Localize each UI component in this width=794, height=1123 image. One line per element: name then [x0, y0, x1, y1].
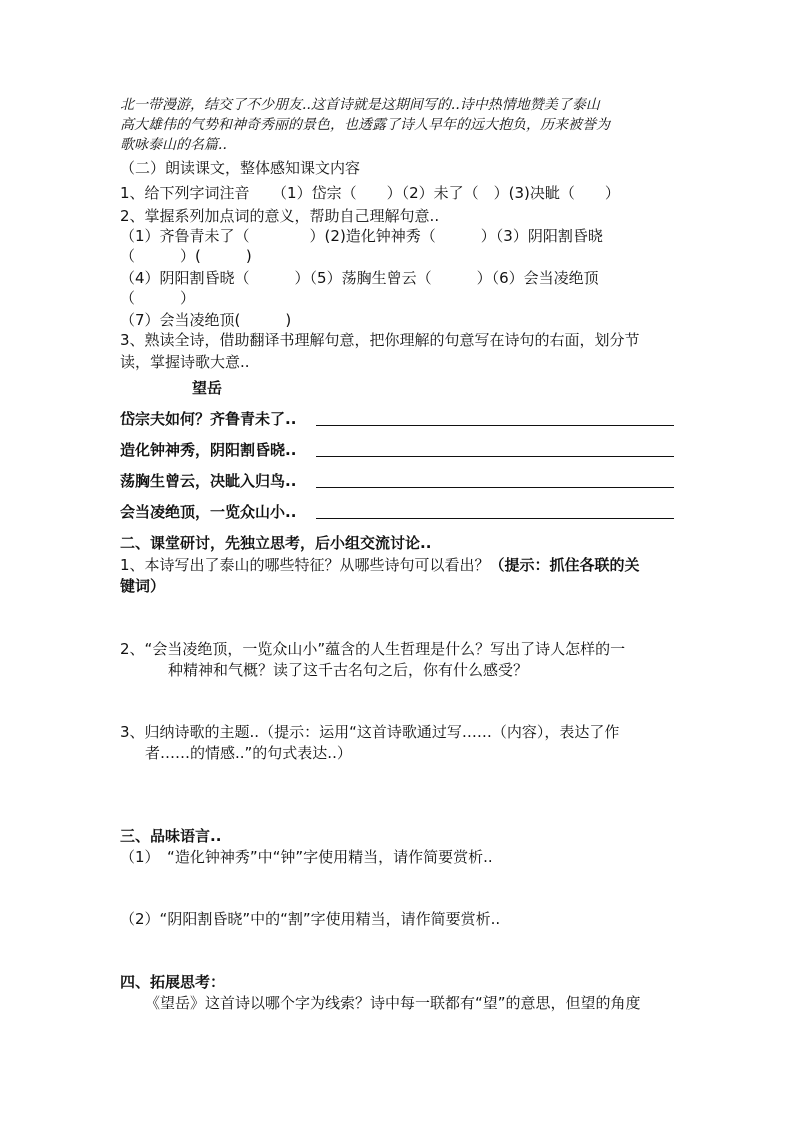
poem-line-3: 荡胸生曾云，决眦入归鸟..: [120, 472, 297, 490]
answer-line-1[interactable]: [316, 425, 674, 426]
discuss-question-1-hint: （提示：抓住各联的关: [489, 556, 640, 574]
answer-line-2[interactable]: [316, 456, 674, 457]
answer-line-4[interactable]: [316, 518, 674, 519]
poem-line-2: 造化钟神秀，阴阳割昏晓..: [120, 441, 297, 459]
word-meaning-line-5: （7）会当凌绝顶( ): [120, 311, 292, 329]
taste-question-2: （2）“阴阳割昏晓”中的“割”字使用精当，请作简要赏析..: [120, 910, 501, 928]
answer-line-3[interactable]: [316, 487, 674, 488]
word-meaning-line-1: （1）齐鲁青未了（ ）(2)造化钟神秀（ ）（3）阴阳割昏晓: [120, 227, 603, 245]
taste-question-1: （1） “造化钟神秀”中“钟”字使用精当，请作简要赏析..: [120, 848, 493, 866]
extend-question: 《望岳》这首诗以哪个字为线索？诗中每一联都有“望”的意思，但望的角度: [145, 994, 641, 1012]
question-translate-line-2: 读，掌握诗歌大意..: [120, 353, 250, 371]
poem-title: 望岳: [192, 379, 223, 397]
word-meaning-line-4: （ ）: [120, 289, 196, 307]
section-discuss-heading: 二、课堂研讨，先独立思考，后小组交流讨论..: [120, 534, 432, 552]
intro-line-2: 高大雄伟的气势和神奇秀丽的景色，也透露了诗人早年的远大抱负，历来被誉为: [120, 117, 610, 133]
section-extend-heading: 四、拓展思考：: [120, 973, 226, 991]
word-meaning-line-3: （4）阴阳割昏晓（ ）（5）荡胸生曾云（ ）（6）会当凌绝顶: [120, 269, 599, 287]
discuss-question-3-line-1: 3、归纳诗歌的主题..（提示：运用“这首诗歌通过写……（内容），表达了作: [120, 723, 620, 741]
poem-line-4: 会当凌绝顶，一览众山小..: [120, 503, 297, 521]
discuss-question-2-line-1: 2、“会当凌绝顶，一览众山小”蕴含的人生哲理是什么？写出了诗人怎样的一: [120, 640, 626, 658]
discuss-question-2-line-2: 种精神和气概？读了这千古名句之后，你有什么感受？: [168, 661, 529, 679]
discuss-question-1-hint-cont: 键词）: [120, 577, 166, 595]
section-taste-heading: 三、品味语言..: [120, 827, 222, 845]
discuss-question-1: [120, 555, 640, 575]
poem-line-1: 岱宗夫如何？齐鲁青未了..: [120, 410, 297, 428]
word-meaning-line-2: （ ）( ): [120, 247, 252, 265]
intro-line-1: 北一带漫游，结交了不少朋友..这首诗就是这期间写的..诗中热情地赞美了泰山: [120, 97, 600, 113]
question-word-meaning: 2、掌握系列加点词的意义，帮助自己理解句意..: [120, 207, 440, 225]
question-pinyin: 1、给下列字词注音 （1）岱宗（ ）（2）未了（ ）(3)决眦（ ）: [120, 184, 620, 202]
discuss-question-3-line-2: 者……的情感..”的句式表达..）: [145, 744, 352, 762]
question-translate-line-1: 3、熟读全诗，借助翻译书理解句意，把你理解的句意写在诗句的右面，划分节: [120, 331, 640, 349]
discuss-question-1-text: 1、本诗写出了泰山的哪些特征？从哪些诗句可以看出？: [120, 556, 490, 574]
section-read-heading: （二）朗读课文，整体感知课文内容: [120, 159, 361, 177]
intro-line-3: 歌咏泰山的名篇..: [120, 137, 227, 153]
